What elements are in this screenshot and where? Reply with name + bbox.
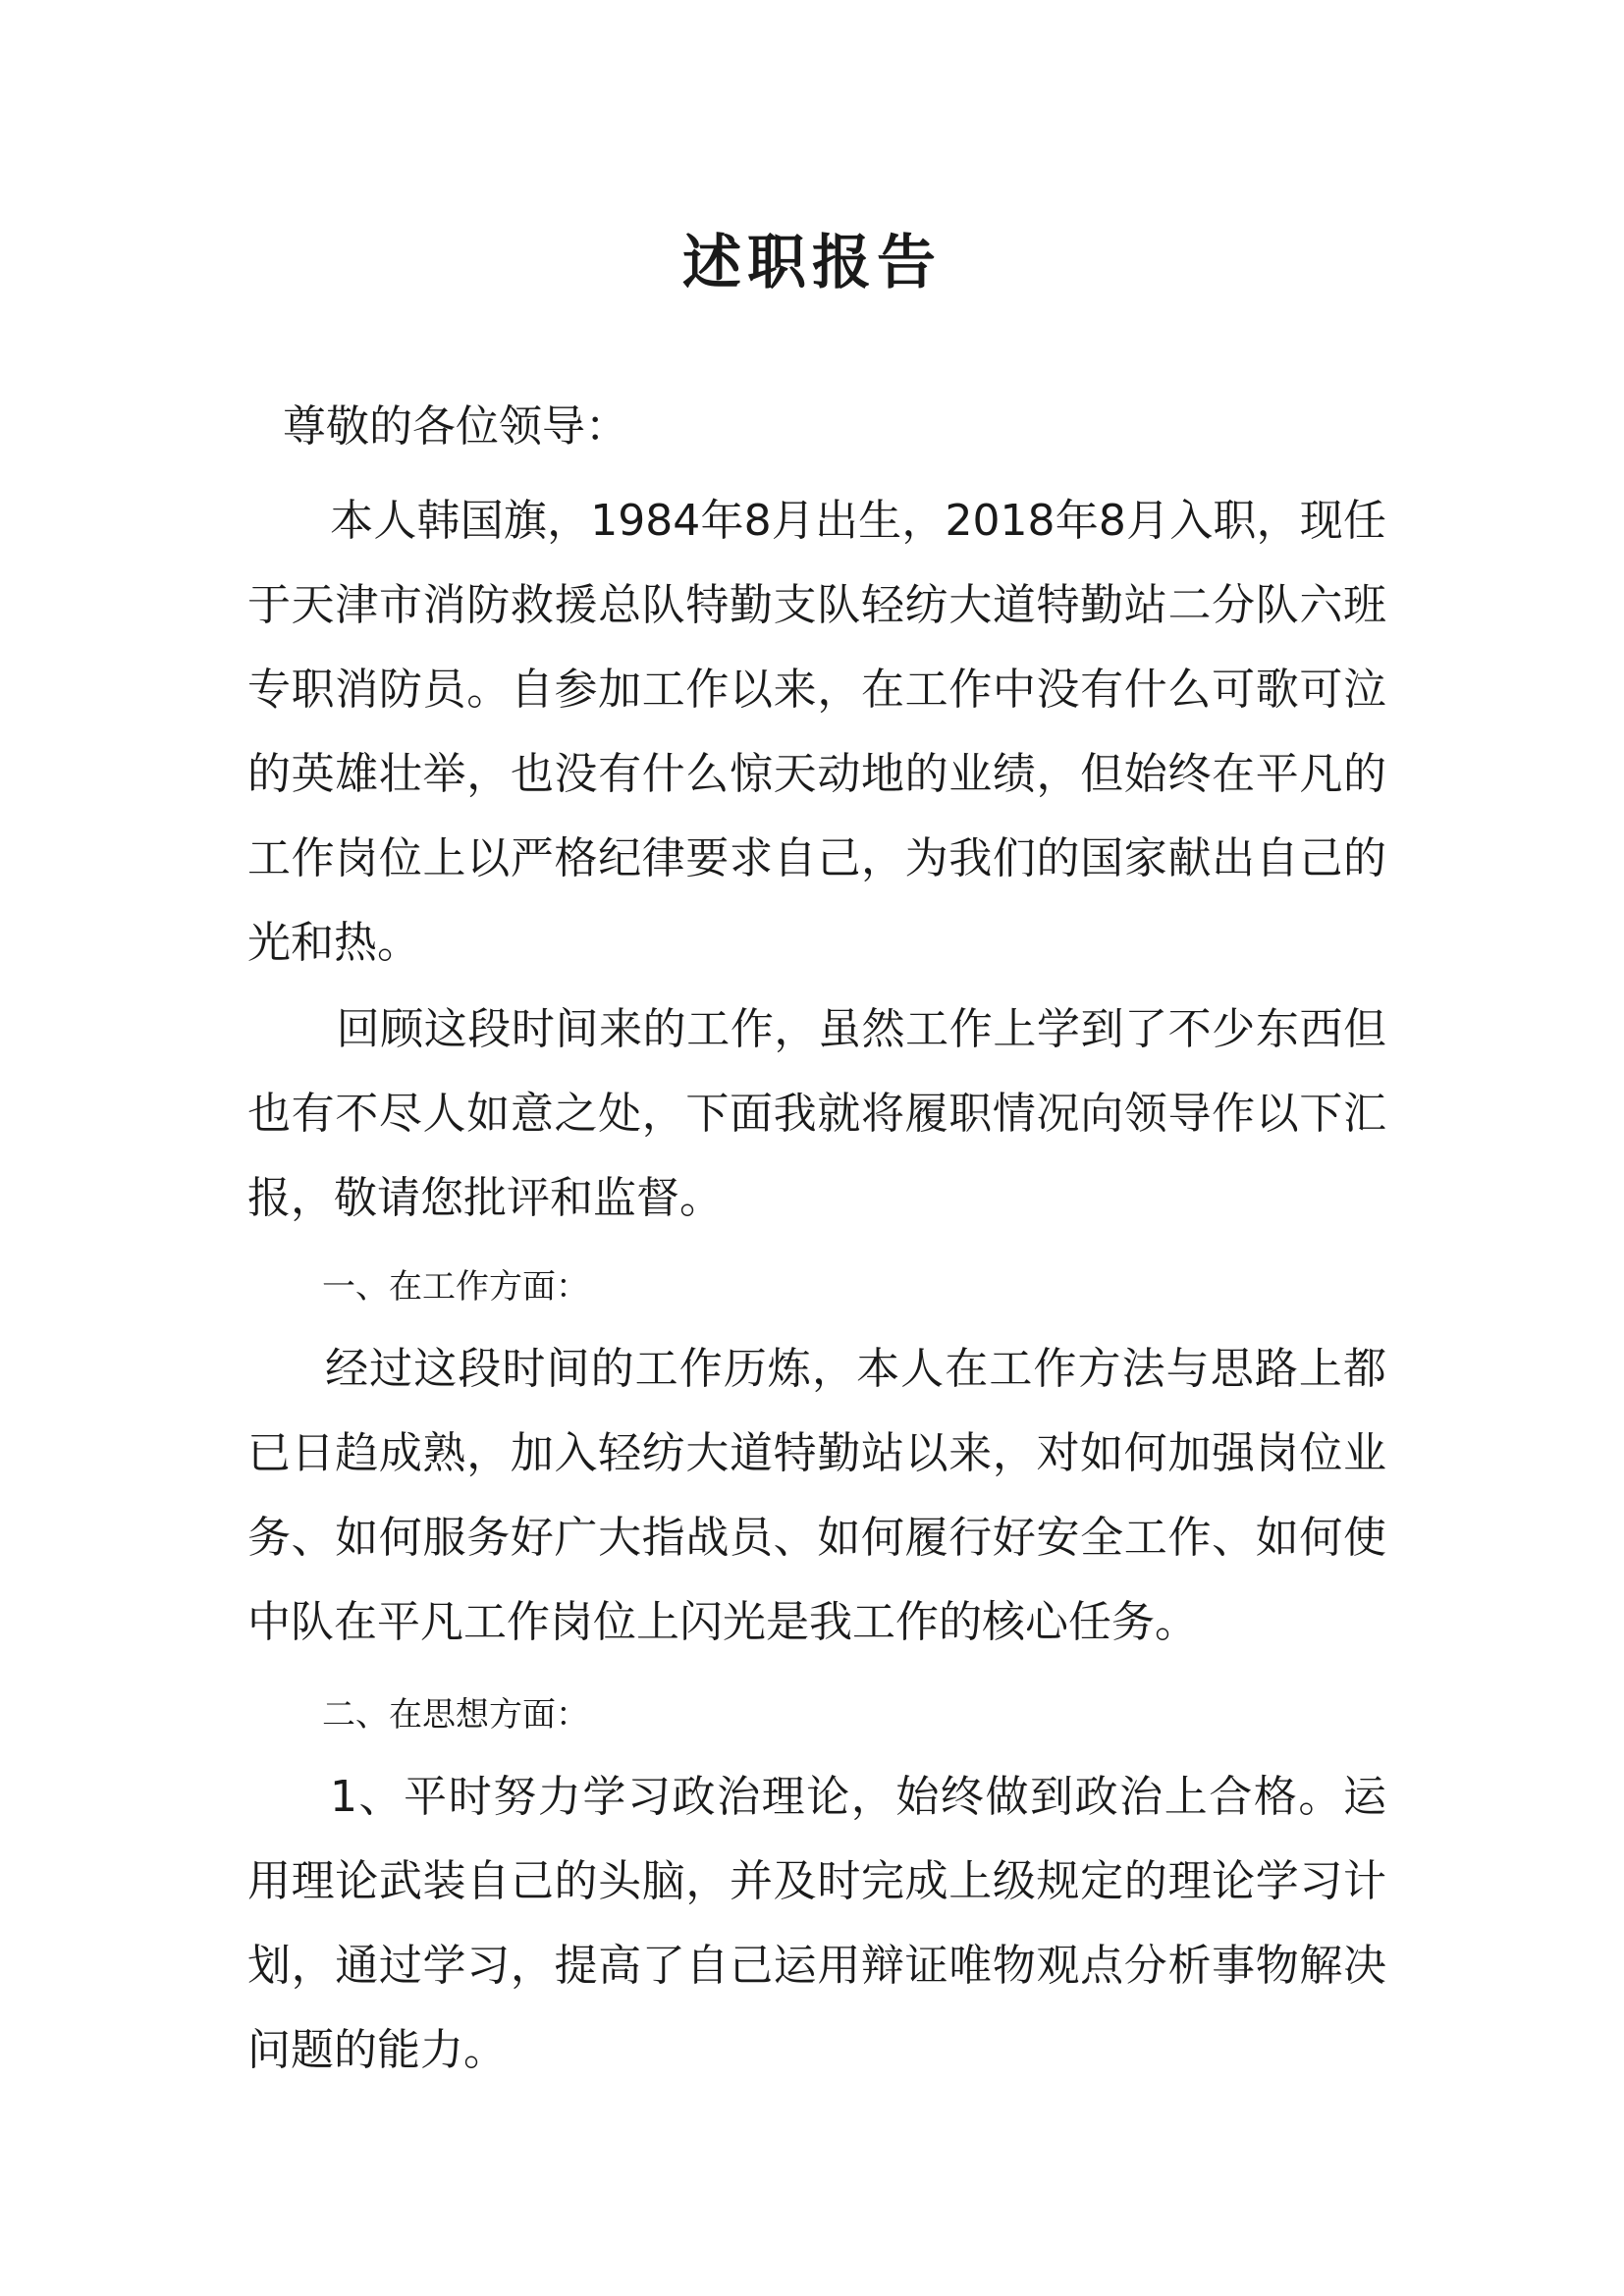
section-heading-ideology: 二、在思想方面： [322, 1695, 589, 1735]
section-heading-work: 一、在工作方面： [322, 1267, 589, 1307]
paragraph-ideology [247, 1755, 1386, 2093]
paragraph-review [247, 988, 1386, 1241]
paragraph-work [247, 1327, 1386, 1665]
paragraph-text: 本人韩国旗，1984年8月出生，2018年8月入职，现任于天津市消防救援总队特勤支队轻纺大道特勤站二分队六班专职消防员。自参加工作以来，在工作中没有什么可歌可泣的英雄壮举，也没有什么惊天动地的业绩，但始终在平凡的工作岗位上以严格纪律要求自己，为我们的国家献出自己的光和热。 [247, 496, 1386, 968]
salutation: 尊敬的各位领导： [283, 401, 628, 452]
paragraph-text: 回顾这段时间来的工作，虽然工作上学到了不少东西但也有不尽人如意之处，下面我就将履职情况向领导作以下汇报，敬请您批评和监督。 [247, 1004, 1386, 1223]
paragraph-text: 经过这段时间的工作历炼，本人在工作方法与思路上都已日趋成熟，加入轻纺大道特勤站以来，对如何加强岗位业务、如何服务好广大指战员、如何履行好安全工作、如何使中队在平凡工作岗位上闪光是我工作的核心任务。 [247, 1344, 1386, 1647]
document-title: 述职报告 [682, 229, 942, 297]
paragraph-text: 1、平时努力学习政治理论，始终做到政治上合格。运用理论武装自己的头脑，并及时完成上级规定的理论学习计划，通过学习，提高了自己运用辩证唯物观点分析事物解决问题的能力。 [247, 1772, 1386, 2075]
paragraph-self-introduction [247, 479, 1386, 986]
